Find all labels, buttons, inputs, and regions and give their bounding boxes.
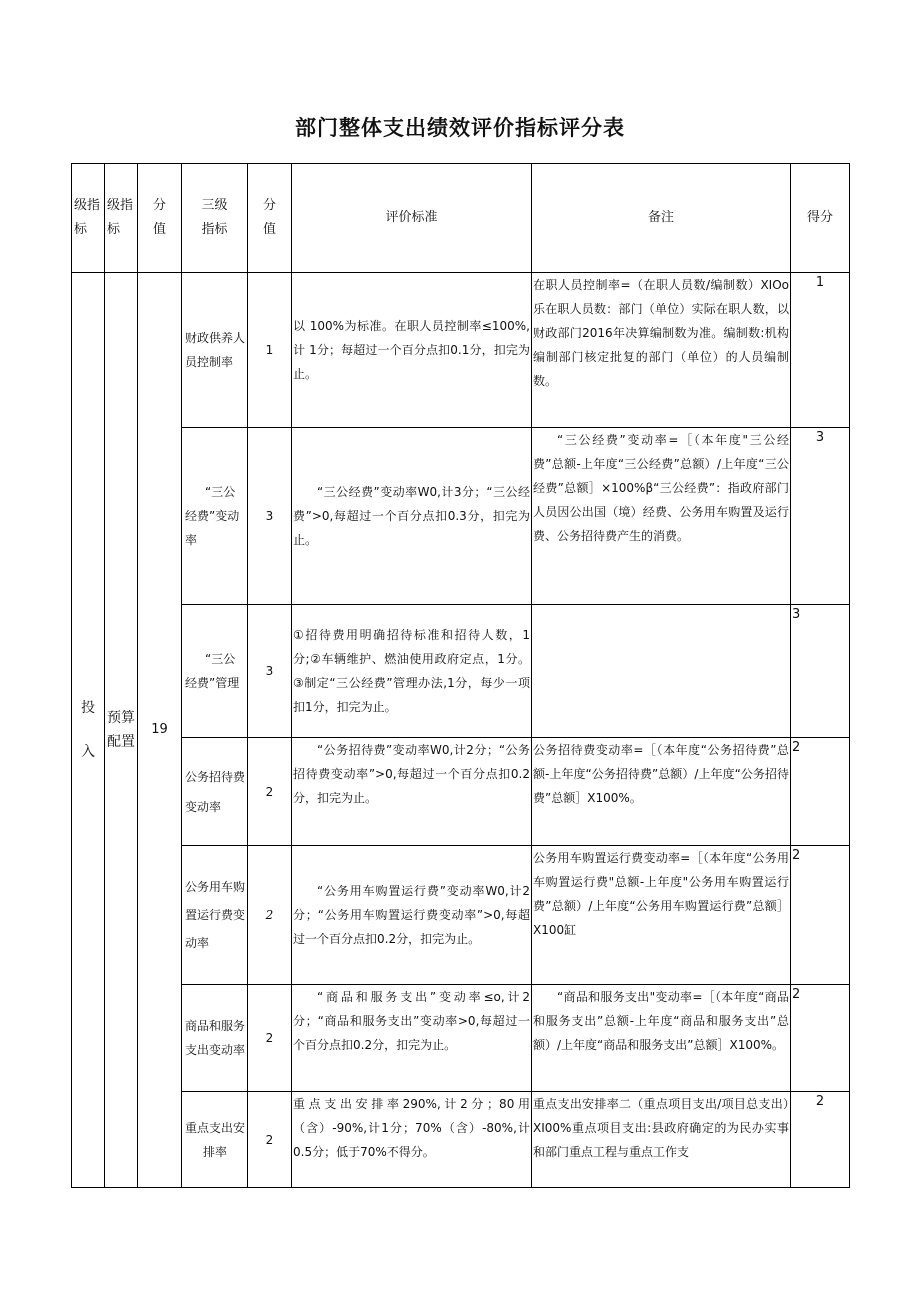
level2-cell bbox=[105, 273, 138, 1188]
note-cell: 重点支出安排率二（重点项目支出/项目总支出）XI00%重点项目支出:县政府确定的为民办实事和部门重点工程与重点工作支 bbox=[532, 1092, 791, 1188]
page-title: 部门整体支出绩效评价指标评分表 bbox=[295, 116, 625, 140]
result-cell: 2 bbox=[791, 1092, 850, 1188]
note-cell: 公务用车购置运行费变动率=［（本年度“公务用车购置运行费"总额-上年度"公务用车购置运行费”总额）/上年度“公务用车购置运行费”总额］X100缸 bbox=[532, 846, 791, 985]
criteria-cell: “公务招待费”变动率W0,计2分；“公务招待费变动率”>0,每超过一个百分点扣0.2分，扣完为止。 bbox=[292, 738, 532, 846]
level1-label: 投入 bbox=[81, 700, 95, 760]
indicator-score: 2 bbox=[248, 738, 292, 846]
indicator-score: 1 bbox=[248, 273, 292, 428]
result-cell: 3 bbox=[791, 428, 850, 605]
header-level3: 三级指标 bbox=[182, 164, 248, 273]
level2-score-cell: 19 bbox=[138, 273, 182, 1188]
table-row bbox=[72, 846, 850, 985]
header-note: 备注 bbox=[532, 164, 791, 273]
header-level1: 级指标 bbox=[72, 164, 105, 273]
indicator-score: 3 bbox=[248, 605, 292, 738]
indicator-score: 3 bbox=[248, 428, 292, 605]
indicator-cell: 重点支出安排率 bbox=[182, 1092, 248, 1188]
note-cell: 公务招待费变动率=［（本年度“公务招待费”总额-上年度“公务招待费”总额）/上年度“公务招待费”总额］X100%。 bbox=[532, 738, 791, 846]
table-row bbox=[72, 273, 850, 428]
table-row bbox=[72, 1092, 850, 1188]
criteria-cell: “商品和服务支出”变动率≤o,计2分；“商品和服务支出”变动率>0,每超过一个百分点扣0.2分，扣完为止。 bbox=[292, 985, 532, 1092]
header-level2: 级指标 bbox=[105, 164, 138, 273]
criteria-cell: “公务用车购置运行费”变动率W0,计2分；“公务用车购置运行费变动率”>0,每超过一个百分点扣0.2分，扣完为止。 bbox=[292, 846, 532, 985]
indicator-cell: “三公经费”变动率 bbox=[182, 428, 248, 605]
indicator-cell: 商品和服务支出变动率 bbox=[182, 985, 248, 1092]
table-header-row bbox=[72, 164, 850, 273]
indicator-score: 2 bbox=[248, 985, 292, 1092]
indicator-score: 2 bbox=[248, 1092, 292, 1188]
note-cell: “三公经费”变动率=［（本年度"三公经费”总额-上年度“三公经费”总额）/上年度“三公经费”总额］×100%β“三公经费”：指政府部门人员因公出国（境）经费、公务用车购置及运行费、公务招待费产生的消费。 bbox=[532, 428, 791, 605]
criteria-cell: ①招待费用明确招待标准和招待人数，1分;②车辆维护、燃油使用政府定点，1分。③制定“三公经费”管理办法,1分，每少一项扣1分，扣完为止。 bbox=[292, 605, 532, 738]
indicator-cell: “三公经费”管理 bbox=[182, 605, 248, 738]
header-result: 得分 bbox=[791, 164, 850, 273]
criteria-cell: 重点支出安排率290%,计2分；80用（含）-90%,计1分；70%（含）-80%,计0.5分；低于70%不得分。 bbox=[292, 1092, 532, 1188]
indicator-cell: 财政供养人员控制率 bbox=[182, 273, 248, 428]
table-row bbox=[72, 428, 850, 605]
result-cell: 2 bbox=[791, 738, 850, 846]
level2-label: 预算配置 bbox=[107, 710, 135, 750]
result-cell: 2 bbox=[791, 846, 850, 985]
criteria-cell: 以 100%为标准。在职人员控制率≤100%,计 1分；每超过一个百分点扣0.1分，扣完为止。 bbox=[292, 273, 532, 428]
evaluation-table bbox=[71, 163, 850, 1188]
criteria-cell: “三公经费”变动率W0,计3分；“三公经费”>0,每超过一个百分点扣0.3分，扣完为止。 bbox=[292, 428, 532, 605]
note-cell: “商品和服务支出"变动率=［（本年度“商品和服务支出”总额-上年度“商品和服务支出”总额）/上年度“商品和服务支出”总额］X100%。 bbox=[532, 985, 791, 1092]
header-criteria: 评价标准 bbox=[292, 164, 532, 273]
table-row bbox=[72, 738, 850, 846]
level1-cell bbox=[72, 273, 105, 1188]
result-cell: 1 bbox=[791, 273, 850, 428]
note-cell: 在职人员控制率=（在职人员数/编制数）XIOo乐在职人员数：部门（单位）实际在职人数，以财政部门2016年决算编制数为准。编制数:机构编制部门核定批复的部门（单位）的人员编制数。 bbox=[532, 273, 791, 428]
indicator-score: 2 bbox=[248, 846, 292, 985]
table-row bbox=[72, 985, 850, 1092]
header-score3: 分值 bbox=[248, 164, 292, 273]
indicator-cell: 公务招待费变动率 bbox=[182, 738, 248, 846]
result-cell: 3 bbox=[791, 605, 850, 738]
table-row bbox=[72, 605, 850, 738]
header-score: 分值 bbox=[138, 164, 182, 273]
note-cell bbox=[532, 605, 791, 738]
indicator-cell: 公务用车购置运行费变动率 bbox=[182, 846, 248, 985]
result-cell: 2 bbox=[791, 985, 850, 1092]
